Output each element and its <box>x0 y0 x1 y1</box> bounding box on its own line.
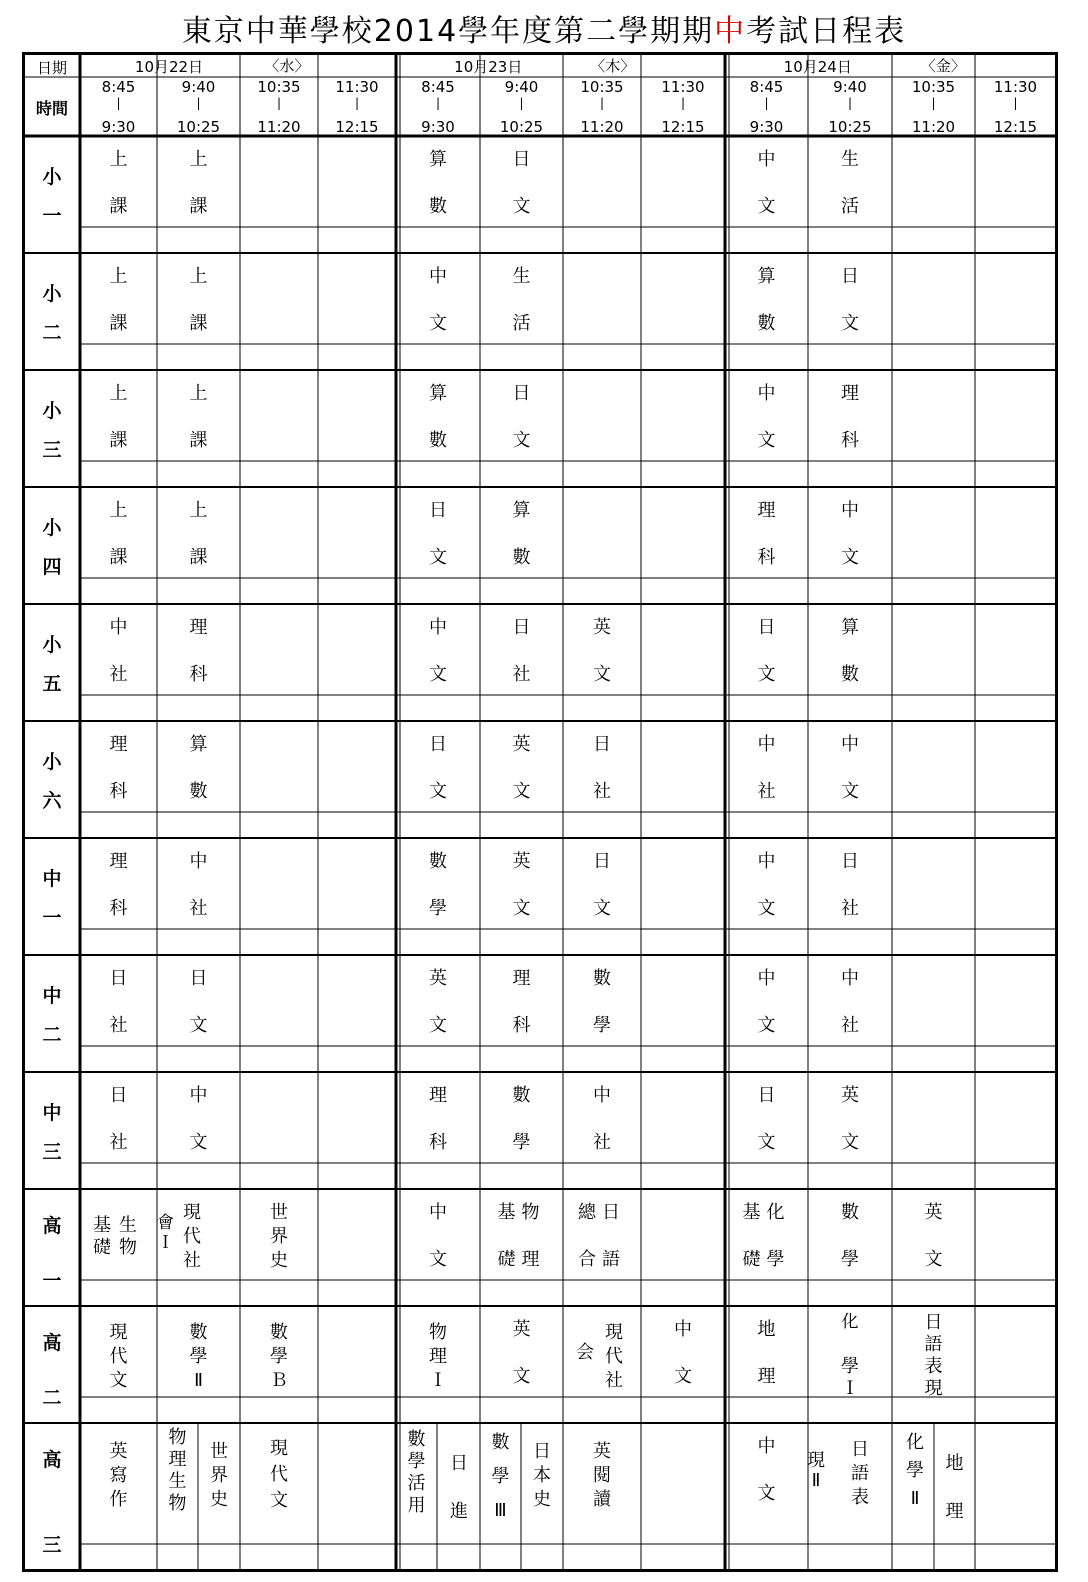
cell-subject-bottom: 學 <box>512 1132 531 1153</box>
cell-subject-bottom: 社 <box>841 1015 859 1036</box>
cell-subject-top: 中 <box>429 617 447 638</box>
cell-subject-bottom: 課 <box>189 430 208 451</box>
cell-text: 世界史 <box>270 1202 288 1271</box>
cell-text: 基礎 <box>93 1215 111 1258</box>
cell-subject-bottom: 社 <box>109 1015 128 1036</box>
cell-subject-top: 日 <box>109 1085 128 1106</box>
cell-subject-bottom: 社 <box>109 1132 128 1153</box>
cell-subject-bottom: 社 <box>757 781 776 802</box>
cell-subject-bottom: 文 <box>189 1015 208 1036</box>
date-label: 日期 <box>36 59 67 77</box>
period-start: 11:30 <box>335 78 379 96</box>
cell-text: 現代社 <box>183 1202 201 1271</box>
grade-label-top: 中 <box>42 868 62 890</box>
cell-subject-top: 中 <box>841 734 859 755</box>
cell-text: 文 <box>512 1366 531 1387</box>
cell-subject-bottom: 數 <box>429 430 447 451</box>
cell-subject-top: 日 <box>429 500 447 521</box>
period-separator: | <box>847 96 853 110</box>
period-separator: | <box>435 96 441 110</box>
cell-subject-top: 日 <box>841 851 859 872</box>
cell-subject-top: 算 <box>429 383 447 404</box>
cell-subject-top: 算 <box>512 500 531 521</box>
cell-subject-bottom: 課 <box>109 547 128 568</box>
cell-subject-bottom: 科 <box>189 664 208 685</box>
cell-text: 物理Ｉ <box>429 1322 447 1391</box>
cell-text: 化 <box>841 1312 859 1332</box>
period-start: 9:40 <box>504 78 539 96</box>
cell-subject-bottom: 文 <box>512 430 531 451</box>
cell-text: 日語表 <box>851 1439 869 1508</box>
cell-subject-bottom: 社 <box>109 664 128 685</box>
cell-subject-top: 英 <box>841 1085 859 1106</box>
cell-subject-bottom: 文 <box>512 898 531 919</box>
cell-text: 地 <box>757 1319 776 1340</box>
cell-subject-top: 上 <box>189 149 208 170</box>
cell-text: 基化 <box>742 1202 791 1223</box>
cell-subject-bottom: 數 <box>757 313 776 334</box>
cell-subject-top: 算 <box>757 266 776 287</box>
cell-subject-top: 日 <box>593 734 611 755</box>
cell-subject-bottom: 學 <box>593 1015 611 1036</box>
cell-subject-top: 日 <box>512 149 531 170</box>
period-start: 8:45 <box>749 78 784 96</box>
cell-subject-bottom: 文 <box>841 547 859 568</box>
cell-subject-top: 理 <box>109 734 128 755</box>
grade-label-bottom: 五 <box>42 673 62 695</box>
cell-subject-bottom: 數 <box>429 196 447 217</box>
cell-subject-bottom: 文 <box>512 781 531 802</box>
cell-text: 文 <box>674 1366 692 1387</box>
cell-subject-top: 理 <box>189 617 208 638</box>
cell-text: 文 <box>757 1483 776 1504</box>
day-date: 10月22日 <box>134 58 204 76</box>
cell-text: 數學Ｂ <box>270 1322 288 1391</box>
cell-subject-bottom: 社 <box>841 898 859 919</box>
cell-text: 化學Ⅱ <box>906 1432 924 1509</box>
grade-label-bottom: 一 <box>42 1270 62 1292</box>
cell-subject-top: 理 <box>429 1085 447 1106</box>
grade-label-top: 高 <box>42 1449 62 1471</box>
cell-subject-top: 上 <box>109 266 128 287</box>
cell-subject-bottom: 社 <box>593 1132 611 1153</box>
cell-subject-top: 理 <box>841 383 859 404</box>
cell-subject-bottom: 文 <box>429 547 447 568</box>
cell-text: 會Ｉ <box>157 1213 174 1253</box>
cell-subject-bottom: 文 <box>757 196 776 217</box>
period-start: 8:45 <box>421 78 455 96</box>
cell-subject-top: 日 <box>593 851 611 872</box>
cell-subject-top: 上 <box>109 149 128 170</box>
cell-subject-bottom: 文 <box>593 664 611 685</box>
cell-text: 日本史 <box>533 1441 551 1510</box>
cell-subject-bottom: 文 <box>757 898 776 919</box>
cell-text: 英 <box>924 1202 943 1223</box>
cell-subject-bottom: 課 <box>189 196 208 217</box>
cell-text: 數學Ⅲ <box>491 1432 510 1521</box>
cell-subject-top: 中 <box>757 734 776 755</box>
cell-subject-top: 英 <box>512 734 531 755</box>
period-end: 10:25 <box>499 118 544 136</box>
period-separator: | <box>931 96 936 110</box>
cell-subject-bottom: 數 <box>841 664 859 685</box>
period-start: 10:35 <box>257 78 301 96</box>
cell-subject-top: 中 <box>757 383 776 404</box>
cell-text: 中 <box>757 1436 776 1457</box>
cell-subject-bottom: 文 <box>512 196 531 217</box>
period-separator: | <box>276 96 282 110</box>
cell-text: 合語 <box>578 1249 626 1270</box>
cell-subject-top: 上 <box>109 500 128 521</box>
cell-subject-top: 理 <box>512 968 531 989</box>
cell-subject-top: 日 <box>512 617 531 638</box>
cell-subject-bottom: 活 <box>841 196 859 217</box>
cell-subject-bottom: 文 <box>841 1132 859 1153</box>
grade-label-bottom: 二 <box>42 1024 62 1046</box>
period-start: 10:35 <box>911 78 956 96</box>
period-end: 12:15 <box>335 118 379 136</box>
cell-text: 數學活用 <box>407 1429 426 1516</box>
cell-text: 現代社 <box>605 1322 623 1391</box>
cell-subject-bottom: 社 <box>512 664 531 685</box>
grade-label-top: 小 <box>42 166 62 188</box>
cell-subject-top: 中 <box>757 851 776 872</box>
cell-subject-bottom: 課 <box>189 547 208 568</box>
cell-subject-top: 上 <box>189 383 208 404</box>
grade-label-top: 中 <box>42 1102 62 1124</box>
cell-subject-top: 生 <box>841 149 859 170</box>
cell-subject-bottom: 科 <box>429 1132 447 1153</box>
grade-label-top: 小 <box>42 634 62 656</box>
cell-text: 現代文 <box>270 1438 288 1511</box>
cell-subject-bottom: 課 <box>109 313 128 334</box>
period-end: 11:20 <box>580 118 624 136</box>
cell-subject-top: 算 <box>189 734 208 755</box>
cell-subject-top: 日 <box>189 968 208 989</box>
cell-subject-bottom: 科 <box>841 430 859 451</box>
cell-subject-bottom: 課 <box>109 430 128 451</box>
period-end: 10:25 <box>176 118 221 136</box>
cell-text: 現代文 <box>109 1322 128 1391</box>
cell-subject-bottom: 文 <box>429 313 447 334</box>
grade-label-top: 小 <box>42 751 62 773</box>
cell-subject-bottom: 文 <box>429 1015 447 1036</box>
cell-subject-bottom: 課 <box>109 196 128 217</box>
cell-subject-bottom: 文 <box>757 1015 776 1036</box>
cell-subject-top: 上 <box>189 266 208 287</box>
time-label: 時間 <box>35 99 68 118</box>
grade-label-bottom: 六 <box>42 790 62 812</box>
cell-subject-bottom: 文 <box>593 898 611 919</box>
period-end: 11:20 <box>911 118 956 136</box>
cell-subject-bottom: 文 <box>757 430 776 451</box>
cell-subject-bottom: 文 <box>429 781 447 802</box>
period-separator: | <box>116 96 121 110</box>
cell-subject-bottom: 科 <box>512 1015 531 1036</box>
period-start: 8:45 <box>101 78 136 96</box>
cell-subject-top: 數 <box>429 851 447 872</box>
cell-subject-bottom: 文 <box>841 781 859 802</box>
grade-label-bottom: 一 <box>42 205 62 227</box>
period-start: 11:30 <box>993 78 1038 96</box>
cell-subject-bottom: 活 <box>512 313 531 334</box>
cell-subject-top: 數 <box>593 968 611 989</box>
cell-text: 學Ｉ <box>841 1356 859 1399</box>
cell-text: 文 <box>429 1249 447 1270</box>
period-end: 12:15 <box>661 118 705 136</box>
cell-text: 礎理 <box>497 1249 546 1270</box>
grade-label-top: 中 <box>42 985 62 1007</box>
day-weekday: 〈木〉 <box>590 57 636 75</box>
cell-text: 總日 <box>578 1202 626 1223</box>
cell-text: 礎學 <box>742 1249 791 1270</box>
cell-text: 基物 <box>497 1202 546 1223</box>
cell-text: 數 <box>841 1202 859 1223</box>
cell-subject-bottom: 科 <box>109 898 128 919</box>
cell-text: 現Ⅱ <box>807 1450 825 1491</box>
cell-subject-top: 中 <box>189 851 208 872</box>
period-start: 11:30 <box>661 78 705 96</box>
period-start: 9:40 <box>181 78 216 96</box>
cell-subject-top: 中 <box>593 1085 611 1106</box>
cell-subject-top: 中 <box>757 968 776 989</box>
cell-subject-top: 理 <box>757 500 776 521</box>
grade-label-bottom: 三 <box>42 1141 62 1163</box>
cell-text: 日語表現 <box>924 1312 943 1399</box>
cell-subject-bottom: 數 <box>512 547 531 568</box>
cell-text: 会 <box>576 1342 594 1363</box>
cell-subject-top: 上 <box>189 500 208 521</box>
cell-subject-top: 生 <box>512 266 531 287</box>
period-separator: | <box>354 96 360 110</box>
cell-subject-top: 日 <box>757 617 776 638</box>
cell-subject-top: 日 <box>757 1085 776 1106</box>
day-date: 10月24日 <box>783 58 852 76</box>
period-separator: | <box>1013 96 1018 110</box>
grade-label-top: 小 <box>42 400 62 422</box>
cell-subject-bottom: 社 <box>593 781 611 802</box>
period-start: 9:40 <box>833 78 867 96</box>
period-separator: | <box>680 96 686 110</box>
cell-text: 日進 <box>450 1453 468 1522</box>
cell-subject-top: 理 <box>109 851 128 872</box>
cell-subject-bottom: 學 <box>429 898 447 919</box>
period-separator: | <box>764 96 769 110</box>
cell-text: 英閱讀 <box>593 1441 611 1510</box>
grade-label-bottom: 三 <box>42 439 62 461</box>
grade-label-bottom: 三 <box>42 1534 62 1556</box>
period-end: 9:30 <box>421 118 455 136</box>
cell-subject-bottom: 數 <box>189 781 208 802</box>
period-separator: | <box>599 96 605 110</box>
grade-label-top: 高 <box>42 1332 62 1354</box>
cell-subject-bottom: 課 <box>189 313 208 334</box>
grade-label-bottom: 四 <box>42 556 62 578</box>
cell-subject-top: 英 <box>512 851 531 872</box>
period-end: 9:30 <box>749 118 784 136</box>
cell-subject-top: 上 <box>109 383 128 404</box>
cell-subject-bottom: 社 <box>189 898 208 919</box>
cell-subject-top: 算 <box>429 149 447 170</box>
period-separator: | <box>519 96 524 110</box>
cell-text: 學 <box>841 1249 859 1270</box>
cell-subject-bottom: 文 <box>841 313 859 334</box>
cell-subject-top: 日 <box>109 968 128 989</box>
cell-subject-bottom: 文 <box>189 1132 208 1153</box>
cell-text: 地理 <box>945 1453 964 1522</box>
cell-subject-bottom: 文 <box>429 664 447 685</box>
cell-subject-top: 日 <box>512 383 531 404</box>
period-end: 12:15 <box>993 118 1038 136</box>
cell-subject-top: 日 <box>429 734 447 755</box>
cell-subject-top: 中 <box>189 1085 208 1106</box>
cell-text: 中 <box>429 1202 447 1223</box>
cell-subject-top: 中 <box>429 266 447 287</box>
cell-subject-top: 算 <box>841 617 859 638</box>
cell-text: 英 <box>512 1319 531 1340</box>
cell-subject-bottom: 文 <box>757 1132 776 1153</box>
cell-subject-top: 英 <box>429 968 447 989</box>
cell-subject-top: 日 <box>841 266 859 287</box>
cell-subject-top: 中 <box>841 500 859 521</box>
grade-label-bottom: 二 <box>42 1387 62 1409</box>
cell-text: 理 <box>757 1366 776 1387</box>
cell-text: 生物 <box>119 1215 137 1258</box>
cell-subject-top: 中 <box>109 617 128 638</box>
cell-text: 文 <box>924 1249 943 1270</box>
cell-subject-top: 中 <box>841 968 859 989</box>
cell-text: 世界史 <box>210 1441 228 1510</box>
grade-label-top: 小 <box>42 283 62 305</box>
cell-subject-top: 數 <box>512 1085 531 1106</box>
grade-label-bottom: 一 <box>42 907 62 929</box>
grade-label-bottom: 二 <box>42 322 62 344</box>
period-end: 10:25 <box>828 118 872 136</box>
cell-text: 物理生物 <box>168 1427 187 1514</box>
grade-label-top: 高 <box>42 1215 62 1237</box>
cell-text: 英寫作 <box>109 1441 128 1510</box>
cell-subject-top: 英 <box>593 617 611 638</box>
cell-subject-bottom: 科 <box>757 547 776 568</box>
page-title: 東京中華學校2014學年度第二學期期中考試日程表 <box>181 14 907 49</box>
cell-subject-top: 中 <box>757 149 776 170</box>
period-separator: | <box>196 96 201 110</box>
cell-subject-bottom: 科 <box>109 781 128 802</box>
grade-label-top: 小 <box>42 517 62 539</box>
day-weekday: 〈金〉 <box>920 57 966 75</box>
cell-subject-bottom: 文 <box>757 664 776 685</box>
cell-text: 中 <box>674 1319 692 1340</box>
cell-text: 數學Ⅱ <box>189 1322 208 1391</box>
day-weekday: 〈水〉 <box>264 57 310 75</box>
period-start: 10:35 <box>580 78 624 96</box>
day-date: 10月23日 <box>454 58 523 76</box>
period-end: 9:30 <box>101 118 136 136</box>
period-end: 11:20 <box>257 118 301 136</box>
